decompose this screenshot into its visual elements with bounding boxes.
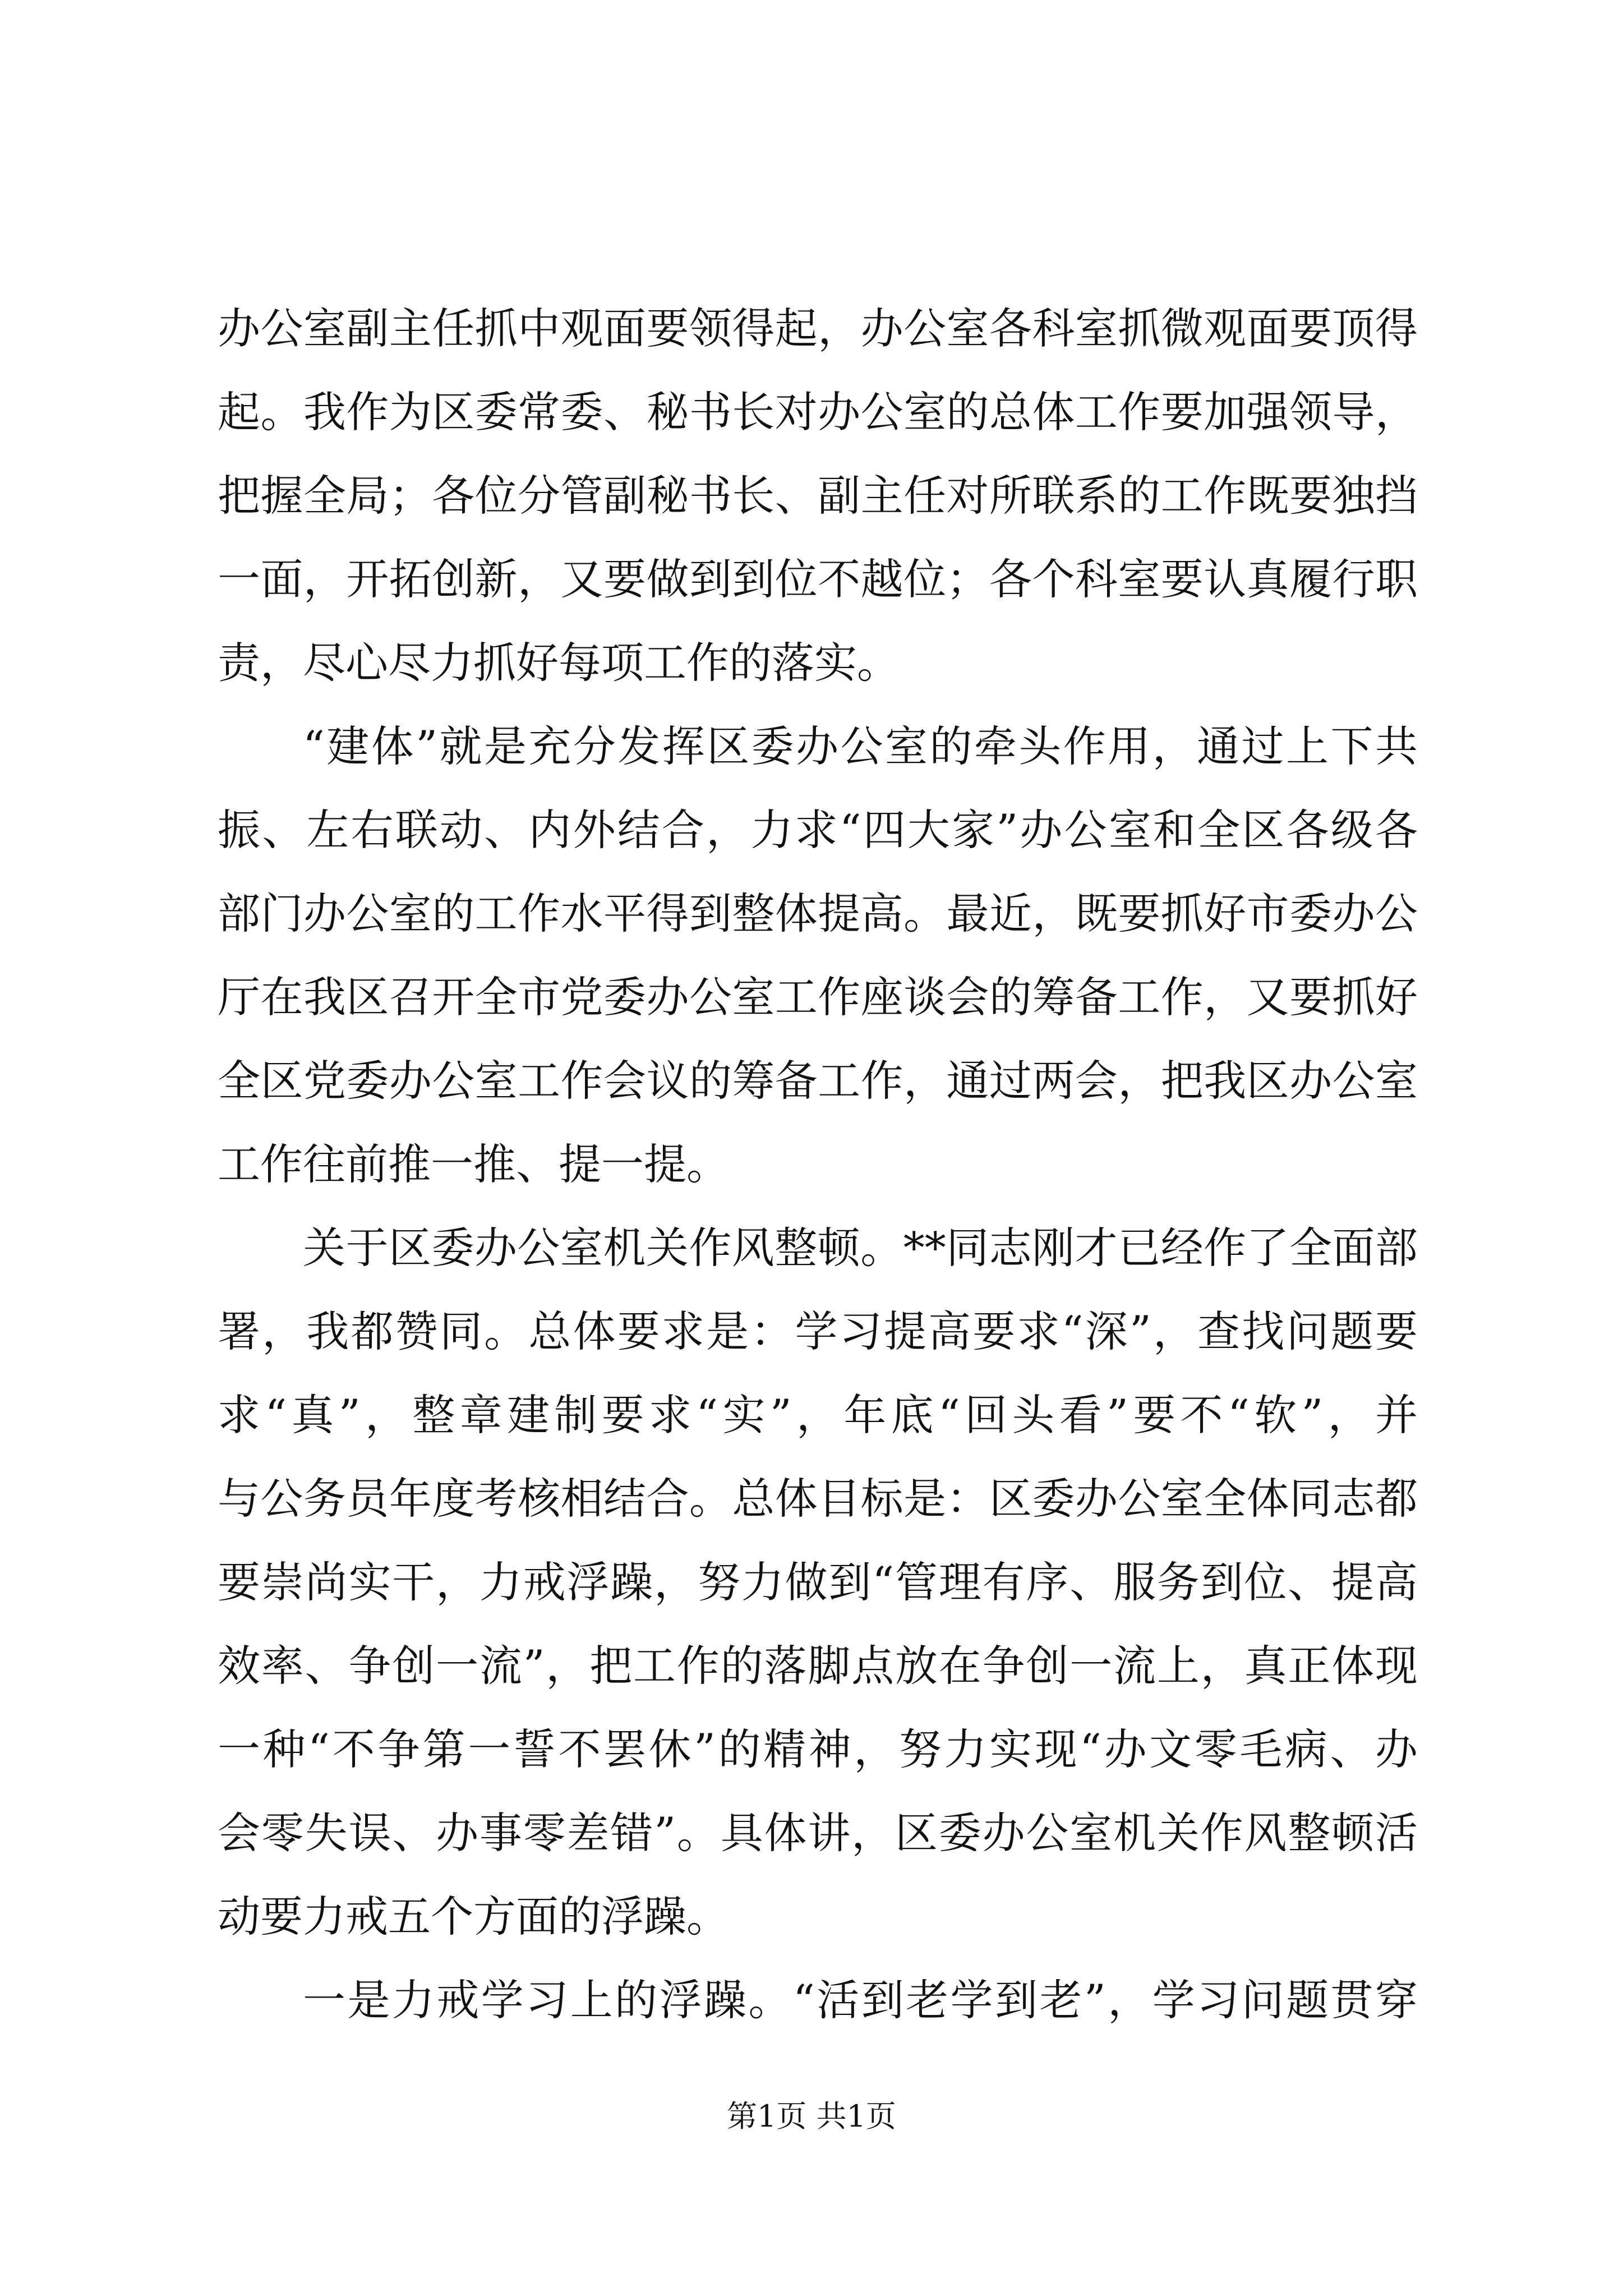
- text-line: 效率、争创一流”，把工作的落脚点放在争创一流上，真正体现: [218, 1641, 1418, 1691]
- text-line: 振、左右联动、内外结合，力求“四大家”办公室和全区各级各: [218, 805, 1418, 855]
- paragraph-first-line: 关于区委办公室机关作风整顿。**同志刚才已经作了全面部: [303, 1223, 1418, 1273]
- text-line: 署，我都赞同。总体要求是：学习提高要求“深”，查找问题要: [218, 1306, 1418, 1356]
- text-line: 动要力戒五个方面的浮躁。: [218, 1892, 729, 1941]
- text-line: 一面，开拓创新，又要做到到位不越位；各个科室要认真履行职: [218, 554, 1418, 604]
- text-line: 办公室副主任抓中观面要领得起，办公室各科室抓微观面要顶得: [218, 303, 1418, 353]
- text-line: 厅在我区召开全市党委办公室工作座谈会的筹备工作，又要抓好: [218, 972, 1418, 1022]
- text-line: 与公务员年度考核相结合。总体目标是：区委办公室全体同志都: [218, 1474, 1418, 1524]
- paragraph-first-line: 一是力戒学习上的浮躁。“活到老学到老”，学习问题贯穿: [303, 1975, 1418, 2025]
- text-line: 工作往前推一推、提一提。: [218, 1139, 729, 1189]
- paragraph-first-line: “建体”就是充分发挥区委办公室的牵头作用，通过上下共: [303, 721, 1418, 771]
- text-line: 要崇尚实干，力戒浮躁，努力做到“管理有序、服务到位、提高: [218, 1557, 1418, 1607]
- text-line: 一种“不争第一誓不罢休”的精神，努力实现“办文零毛病、办: [218, 1724, 1418, 1774]
- text-line: 把握全局；各位分管副秘书长、副主任对所联系的工作既要独挡: [218, 471, 1418, 521]
- text-line: 部门办公室的工作水平得到整体提高。最近，既要抓好市委办公: [218, 889, 1418, 938]
- page-number-footer: 第1页 共1页: [727, 2099, 896, 2134]
- text-line: 全区党委办公室工作会议的筹备工作，通过两会，把我区办公室: [218, 1056, 1418, 1106]
- text-line: 起。我作为区委常委、秘书长对办公室的总体工作要加强领导，: [218, 387, 1418, 437]
- text-line: 求“真”，整章建制要求“实”，年底“回头看”要不“软”，并: [218, 1390, 1418, 1440]
- text-line: 责，尽心尽力抓好每项工作的落实。: [218, 638, 900, 688]
- text-line: 会零失误、办事零差错”。具体讲，区委办公室机关作风整顿活: [218, 1808, 1418, 1858]
